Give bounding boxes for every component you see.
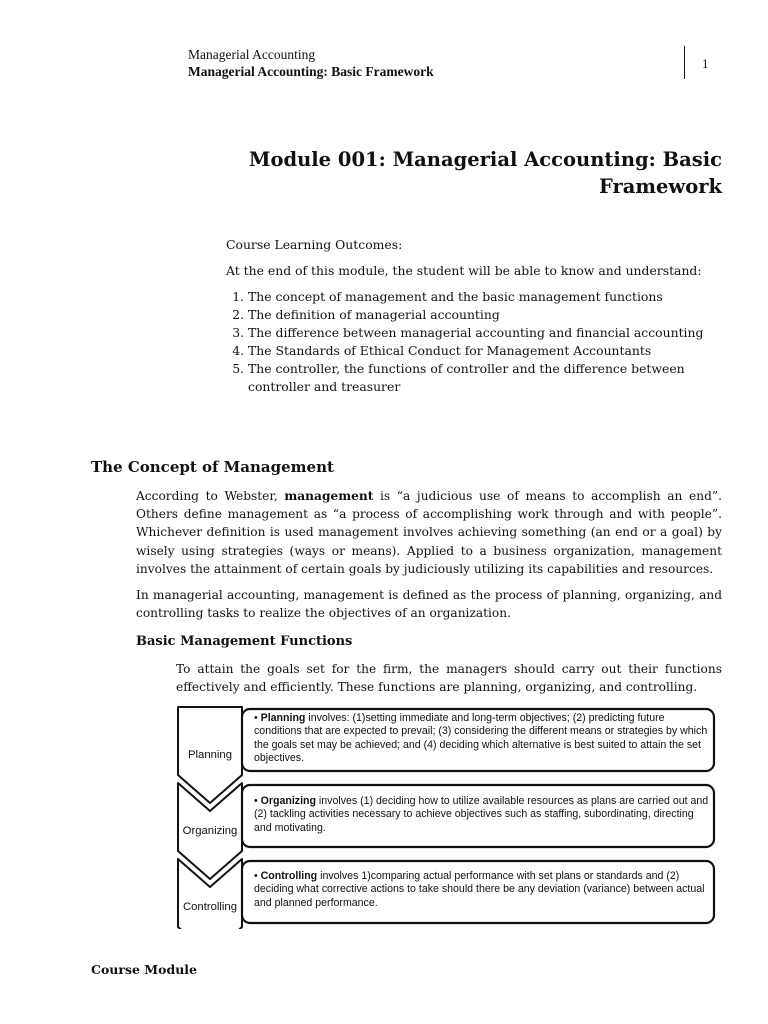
chevron-label-planning: Planning xyxy=(188,749,232,761)
bold-term: management xyxy=(284,489,374,503)
subsection-heading-functions: Basic Management Functions xyxy=(136,634,353,649)
footer-course-module: Course Module xyxy=(91,962,198,977)
header-course: Managerial Accounting xyxy=(188,47,316,62)
page-number: 1 xyxy=(702,56,709,71)
function-text: involves (1) deciding how to utilize available resources as plans are carried out and (2) tackling activities necessary to achieve objectives such as staffing, subordinating, directing and motivating. xyxy=(254,795,709,834)
outcomes-heading: Course Learning Outcomes: xyxy=(226,237,403,252)
title-line-1: Module 001: Managerial Accounting: Basic xyxy=(248,148,722,171)
function-term: Organizing xyxy=(260,795,316,807)
outcomes-list xyxy=(226,288,726,396)
paragraph-definition xyxy=(136,487,722,578)
outcomes-intro: At the end of this module, the student will be able to know and understand: xyxy=(226,263,702,278)
running-header xyxy=(188,46,434,80)
function-description-controlling: • Controlling involves 1)comparing actual performance with set plans or standards and (2) deciding what corrective actions to take should there be any deviation (variance) between actual and planned performance. xyxy=(254,870,705,909)
paragraph-text: is “a judicious use of means to accomplish an end”. Others define management as “a process of accomplishing work through and with people”. Whichever definition is used management involves achieving something (an end or a goal) by wisely using strategies (ways or means). Applied to a business organization, management involves the attainment of certain goals by judiciously utilizing its capabilities and resources. xyxy=(136,489,722,576)
title-line-2: Framework xyxy=(598,175,722,198)
list-item: 3. The difference between managerial accounting and financial accounting xyxy=(248,324,726,342)
paragraph-managerial-accounting: In managerial accounting, management is defined as the process of planning, organizing, and controlling tasks to realize the objectives of an organization. xyxy=(136,588,722,621)
section-heading-concept: The Concept of Management xyxy=(91,458,334,476)
function-term: Controlling xyxy=(260,870,318,882)
list-item: 5. The controller, the functions of controller and the difference between controller and treasurer xyxy=(248,360,726,396)
page-title xyxy=(222,146,722,200)
function-text: involves 1)comparing actual performance with set plans or standards and (2) deciding what corrective actions to take should there be any deviation (variance) between actual and planned performance. xyxy=(254,870,705,909)
paragraph-functions-intro: To attain the goals set for the firm, the managers should carry out their functions effectively and efficiently. These functions are planning, organizing, and controlling. xyxy=(176,662,722,695)
chevron-label-organizing: Organizing xyxy=(182,825,238,837)
management-functions-diagram xyxy=(176,705,718,929)
function-term: Planning xyxy=(260,712,306,724)
list-item: 1. The concept of management and the basic management functions xyxy=(248,288,726,306)
header-module: Managerial Accounting: Basic Framework xyxy=(188,64,434,79)
list-item: 2. The definition of managerial accounting xyxy=(248,306,726,324)
function-description-planning: • Planning involves: (1)setting immediate and long-term objectives; (2) predicting future conditions that are expected to prevail; (3) considering the different means or strategies by which the goals set may be achieved; and (4) deciding which alternative is best suited to attain the set objectives. xyxy=(254,712,708,764)
learning-outcomes xyxy=(226,236,726,396)
paragraph-text: According to Webster, xyxy=(136,489,285,503)
list-item: 4. The Standards of Ethical Conduct for Management Accountants xyxy=(248,342,726,360)
function-description-organizing: • Organizing involves (1) deciding how to utilize available resources as plans are carried out and (2) tackling activities necessary to achieve objectives such as staffing, subordinating, directing and motivating. xyxy=(254,795,709,834)
chevron-label-controlling: Controlling xyxy=(182,901,237,913)
header-divider xyxy=(684,46,685,79)
function-text: involves: (1)setting immediate and long-term objectives; (2) predicting future conditions that are expected to prevail; (3) considering the different means or strategies by which the goals set may be achieved; and (4) deciding which alternative is best suited to attain the set objectives. xyxy=(254,712,708,764)
